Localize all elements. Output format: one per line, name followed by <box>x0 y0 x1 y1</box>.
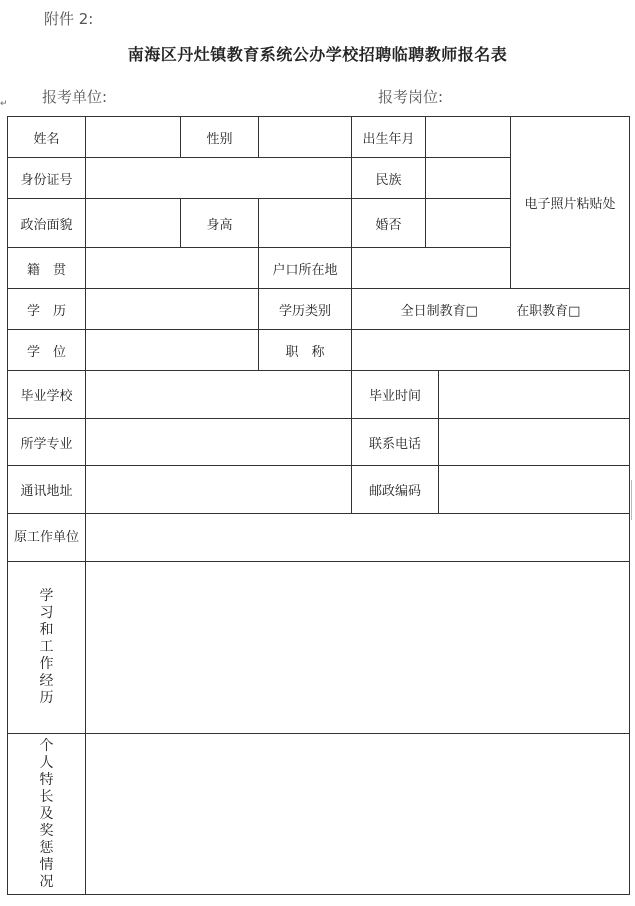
school-label: 毕业学校 <box>8 371 86 419</box>
gender-label: 性别 <box>181 117 259 158</box>
page-edge-mark <box>631 480 635 520</box>
experience-field[interactable] <box>86 562 630 734</box>
apply-unit-label: 报考单位: <box>42 88 108 106</box>
degree-field[interactable] <box>86 330 259 371</box>
politics-field[interactable] <box>86 199 181 248</box>
marital-field[interactable] <box>426 199 511 248</box>
edu-type-label: 学历类别 <box>259 289 352 330</box>
height-field[interactable] <box>259 199 352 248</box>
politics-label: 政治面貌 <box>8 199 86 248</box>
hukou-field[interactable] <box>352 248 511 289</box>
hukou-label: 户口所在地 <box>259 248 352 289</box>
awards-field[interactable] <box>86 734 630 895</box>
title-field[interactable] <box>352 330 630 371</box>
gender-field[interactable] <box>259 117 352 158</box>
grad-time-field[interactable] <box>439 371 630 419</box>
native-place-label: 籍 贯 <box>8 248 86 289</box>
birth-label: 出生年月 <box>352 117 426 158</box>
attachment-label: 附件 2: <box>44 10 94 28</box>
major-field[interactable] <box>86 419 352 466</box>
birth-field[interactable] <box>426 117 511 158</box>
title-label: 职 称 <box>259 330 352 371</box>
native-place-field[interactable] <box>86 248 259 289</box>
anchor-mark-icon: ↵ <box>0 99 8 109</box>
fulltime-checkbox[interactable]: 全日制教育□ <box>400 303 478 319</box>
awards-label: 个人特长及奖惩情况 <box>39 737 54 890</box>
former-unit-label: 原工作单位 <box>8 514 86 562</box>
photo-area[interactable]: 电子照片粘贴处 <box>511 117 630 289</box>
postcode-label: 邮政编码 <box>352 466 439 514</box>
experience-label: 学习和工作经历 <box>39 588 54 706</box>
height-label: 身高 <box>181 199 259 248</box>
edu-type-options <box>352 289 630 330</box>
school-field[interactable] <box>86 371 352 419</box>
former-unit-field[interactable] <box>86 514 630 562</box>
id-number-field[interactable] <box>86 158 352 199</box>
form-title: 南海区丹灶镇教育系统公办学校招聘临聘教师报名表 <box>127 45 508 64</box>
phone-field[interactable] <box>439 419 630 466</box>
inservice-checkbox[interactable]: 在职教育□ <box>516 303 581 319</box>
name-field[interactable] <box>86 117 181 158</box>
id-number-label: 身份证号 <box>8 158 86 199</box>
ethnicity-label: 民族 <box>352 158 426 199</box>
major-label: 所学专业 <box>8 419 86 466</box>
address-field[interactable] <box>86 466 352 514</box>
address-label: 通讯地址 <box>8 466 86 514</box>
education-field[interactable] <box>86 289 259 330</box>
education-label: 学 历 <box>8 289 86 330</box>
marital-label: 婚否 <box>352 199 426 248</box>
ethnicity-field[interactable] <box>426 158 511 199</box>
postcode-field[interactable] <box>439 466 630 514</box>
apply-post-label: 报考岗位: <box>378 88 444 106</box>
registration-form <box>7 116 630 895</box>
name-label: 姓名 <box>8 117 86 158</box>
grad-time-label: 毕业时间 <box>352 371 439 419</box>
degree-label: 学 位 <box>8 330 86 371</box>
phone-label: 联系电话 <box>352 419 439 466</box>
